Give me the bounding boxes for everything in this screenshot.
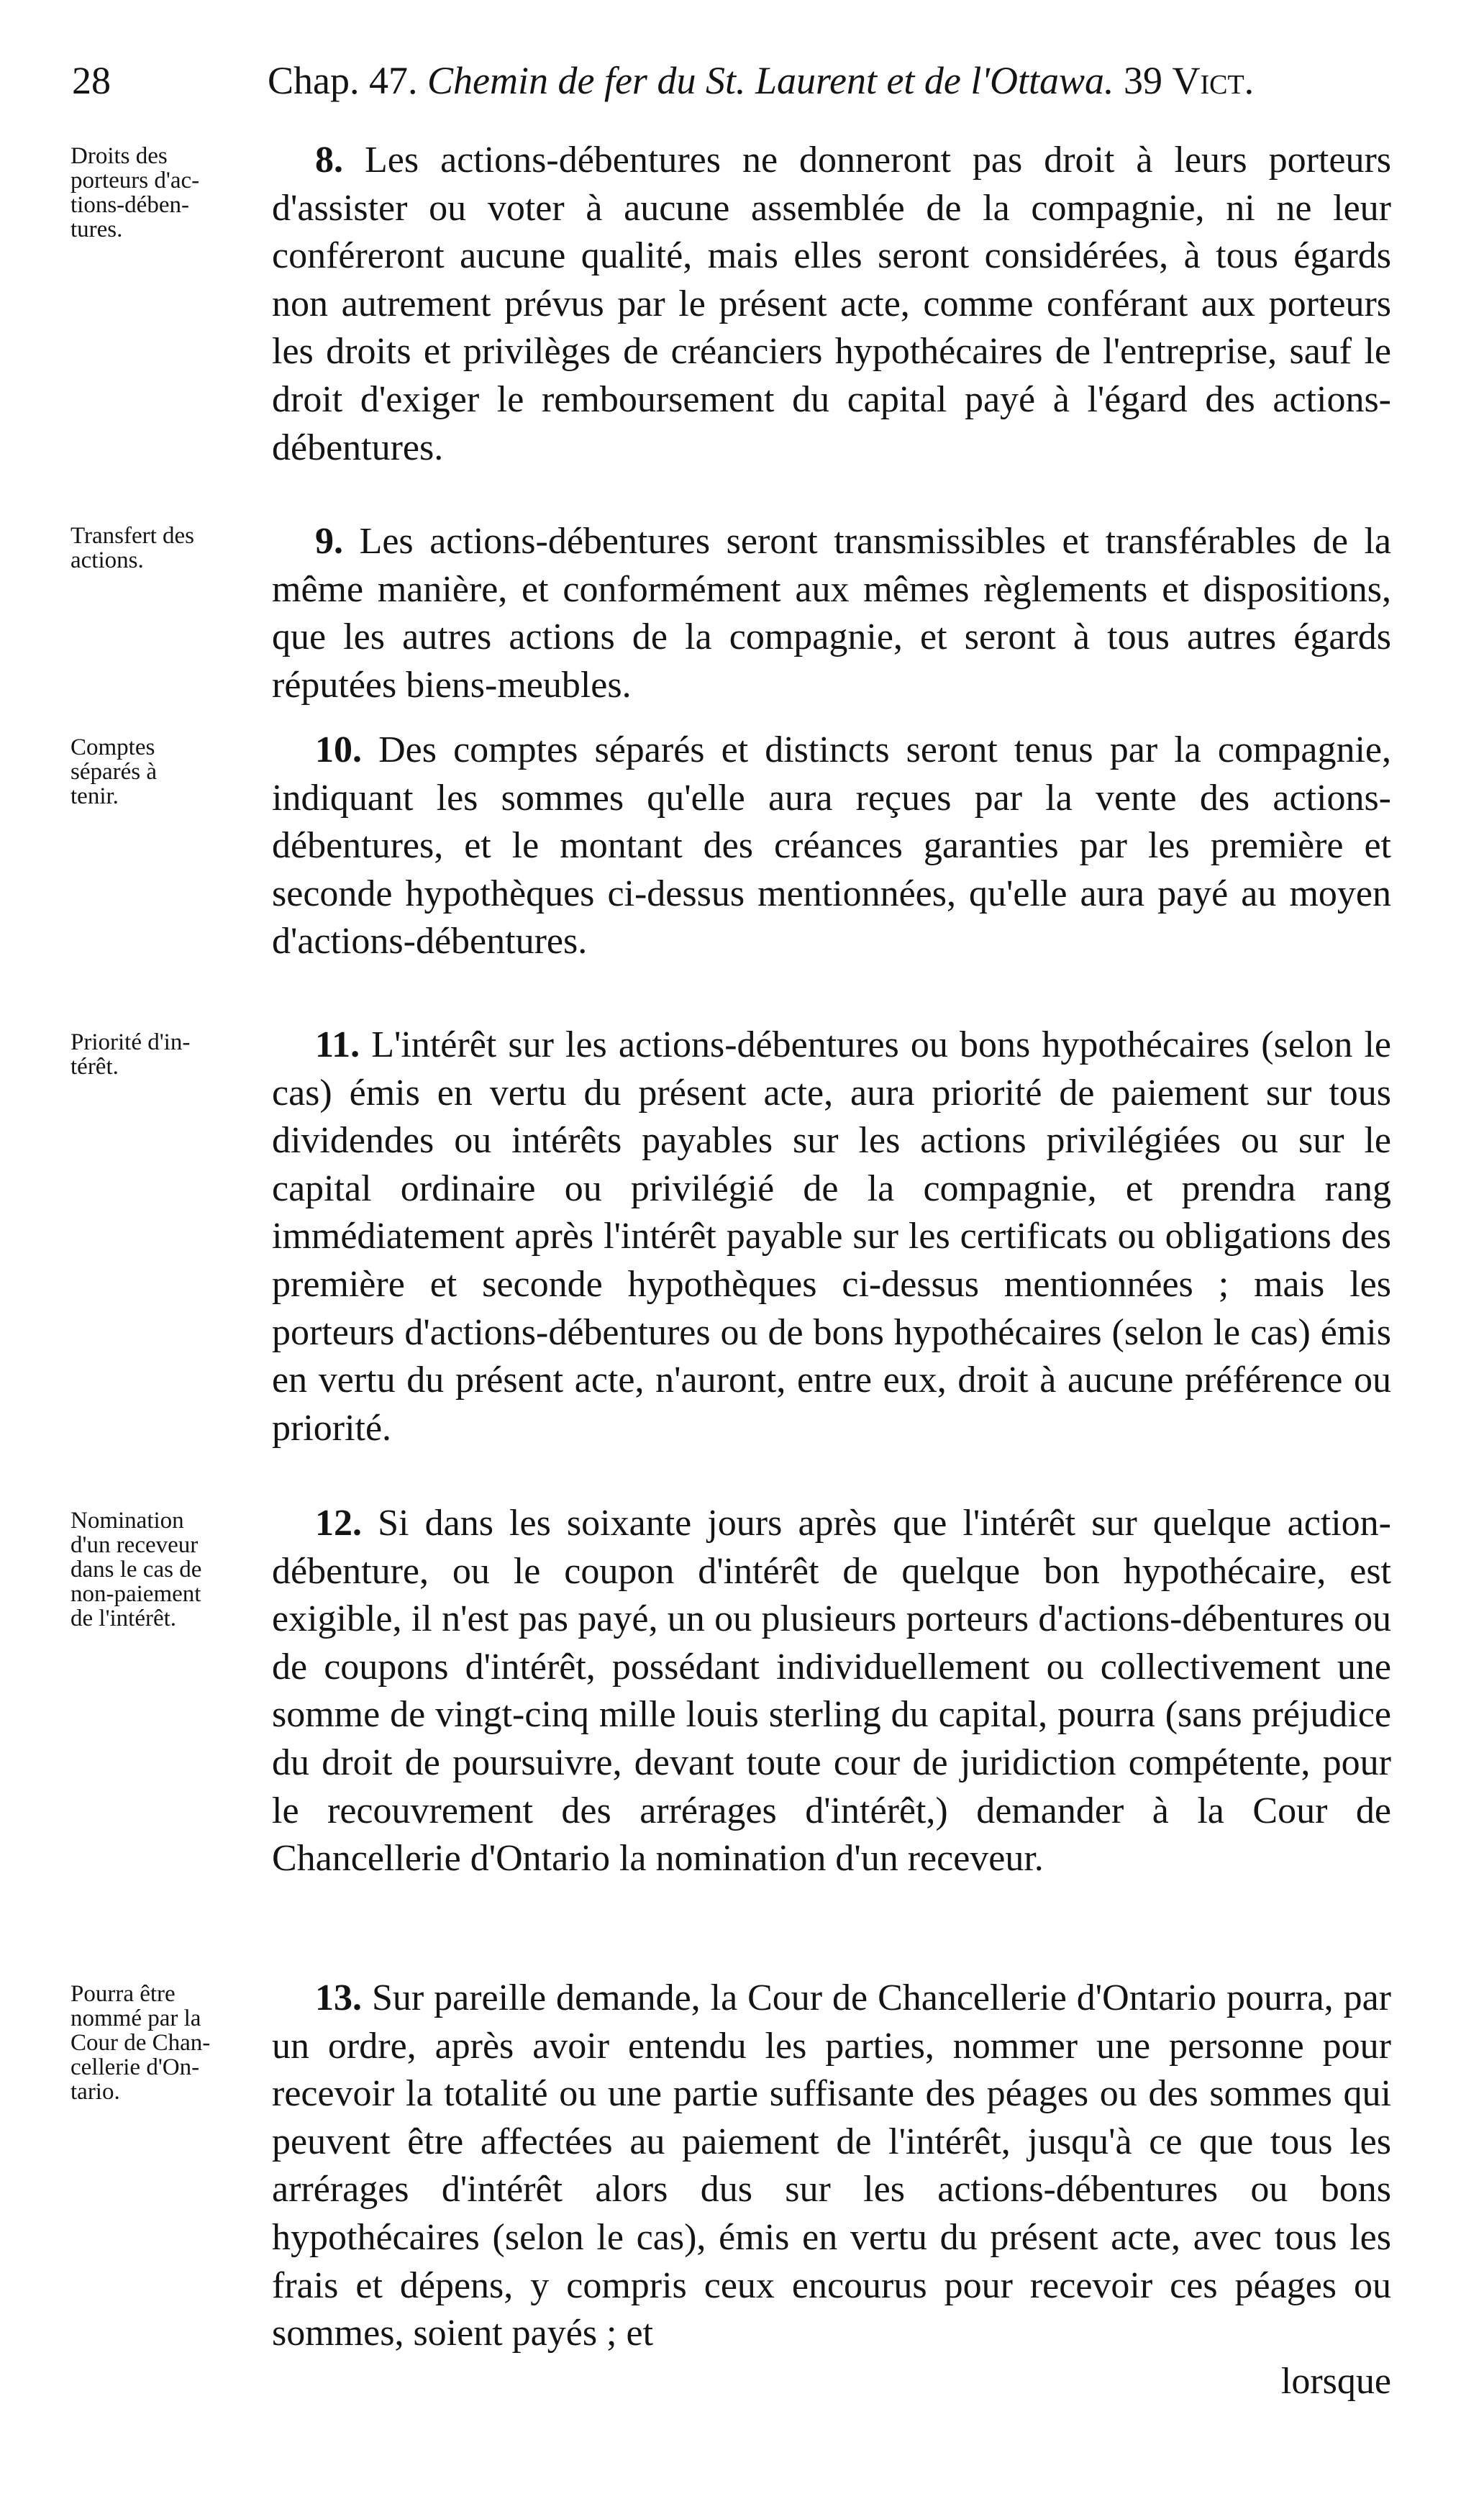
section-number: 12. [315,1503,362,1544]
page-number: 28 [72,59,111,102]
margin-note: Comptes séparés à tenir. [70,734,158,809]
section-number: 11. [315,1024,360,1065]
regnal-abbr: Vict. [1172,59,1255,102]
section-body [272,1021,1391,1452]
chapter-label: Chap. 47. [268,59,418,102]
section-text: Des comptes séparés et distincts seront tenus par la compagnie, indiquant les sommes qu'elle aura reçues par la vente des actions-débentures, et le montant des créances garanties par les première et seconde hypothèques ci-dessus mentionnées, qu'elle aura payé au moyen d'actions-débentures. [272,729,1391,962]
margin-note: Pourra être nommé par la Cour de Chan- cellerie d'On- tario. [70,1981,211,2105]
page-header [72,52,1410,109]
margin-note: Priorité d'in- térêt. [70,1029,191,1080]
section-body [272,1975,1391,2405]
section-text: L'intérêt sur les actions-débentures ou bons hypothécaires (selon le cas) émis en vertu du présent acte, aura priorité de paiement sur tous dividendes ou intérêts payables sur les actions privilégiées ou sur le capital ordinaire ou privilégié de la compagnie, et prendra rang immédiatement après l'intérêt payable sur les certificats ou obligations des première et seconde hypothèques ci-dessus mentionnées ; mais les porteurs d'actions-débentures ou de bons hypothécaires (selon le cas) émis en vertu du présent acte, n'auront, entre eux, droit à aucune préférence ou priorité. [272,1024,1391,1449]
margin-note: Transfert des actions. [70,523,195,573]
section-text: Sur pareille demande, la Cour de Chancellerie d'Ontario pourra, par un ordre, après avoir entendu les parties, nommer une personne pour recevoir la totalité ou une partie suffisante des péages ou des sommes qui peuvent être affectées au paiement de l'intérêt, jusqu'à ce que tous les arrérages d'intérêt alors dus sur les actions-débentures ou bons hypothécaires (selon le cas), émis en vertu du présent acte, avec tous les frais et dépens, y compris ceux encourus pour recevoir ces péages ou sommes, soient payés ; et [272,1977,1391,2354]
section-body [272,1500,1391,1883]
section-body [272,137,1391,472]
regnal-year: 39 [1123,59,1162,102]
section-text: Si dans les soixante jours après que l'intérêt sur quelque action-débenture, ou le coupon d'intérêt de quelque bon hypothécaire, est exigible, il n'est pas payé, un ou plusieurs porteurs d'actions-débentures ou de coupons d'intérêt, possédant individuellement ou collectivement une somme de vingt-cinq mille louis sterling du capital, pourra (sans préjudice du droit de poursuivre, devant toute cour de juridiction compétente, pour le recouvrement des arrérages d'intérêt,) demander à la Cour de Chancellerie d'Ontario la nomination d'un receveur. [272,1503,1392,1880]
margin-note: Nomination d'un receveur dans le cas de non-paiement de l'intérêt. [70,1508,202,1631]
section-body [272,518,1391,709]
section-text: Les actions-débentures seront transmissibles et transférables de la même manière, et conformément aux mêmes règlements et dispositions, que les autres actions de la compagnie, et seront à tous autres égards réputées biens-meubles. [272,521,1392,706]
running-title [268,52,1254,109]
section-number: 9. [315,521,343,562]
section-text: Les actions-débentures ne donneront pas droit à leurs porteurs d'assister ou voter à aucune assemblée de la compagnie, ni ne leur conféreront aucune qualité, mais elles seront considérées, à tous égards non autrement prévus par le présent acte, comme conférant aux porteurs les droits et privilèges de créanciers hypothécaires de l'entreprise, sauf le droit d'exiger le remboursement du capital payé à l'égard des actions-débentures. [272,140,1392,468]
act-title: Chemin de fer du St. Laurent et de l'Ottawa. [427,59,1114,102]
catchword: lorsque [1280,2360,1391,2402]
section-number: 10. [315,729,362,770]
section-number: 13. [315,1977,362,2018]
margin-note: Droits des porteurs d'ac- tions-dében- tures. [70,143,200,242]
section-number: 8. [315,140,343,181]
section-body [272,727,1391,966]
